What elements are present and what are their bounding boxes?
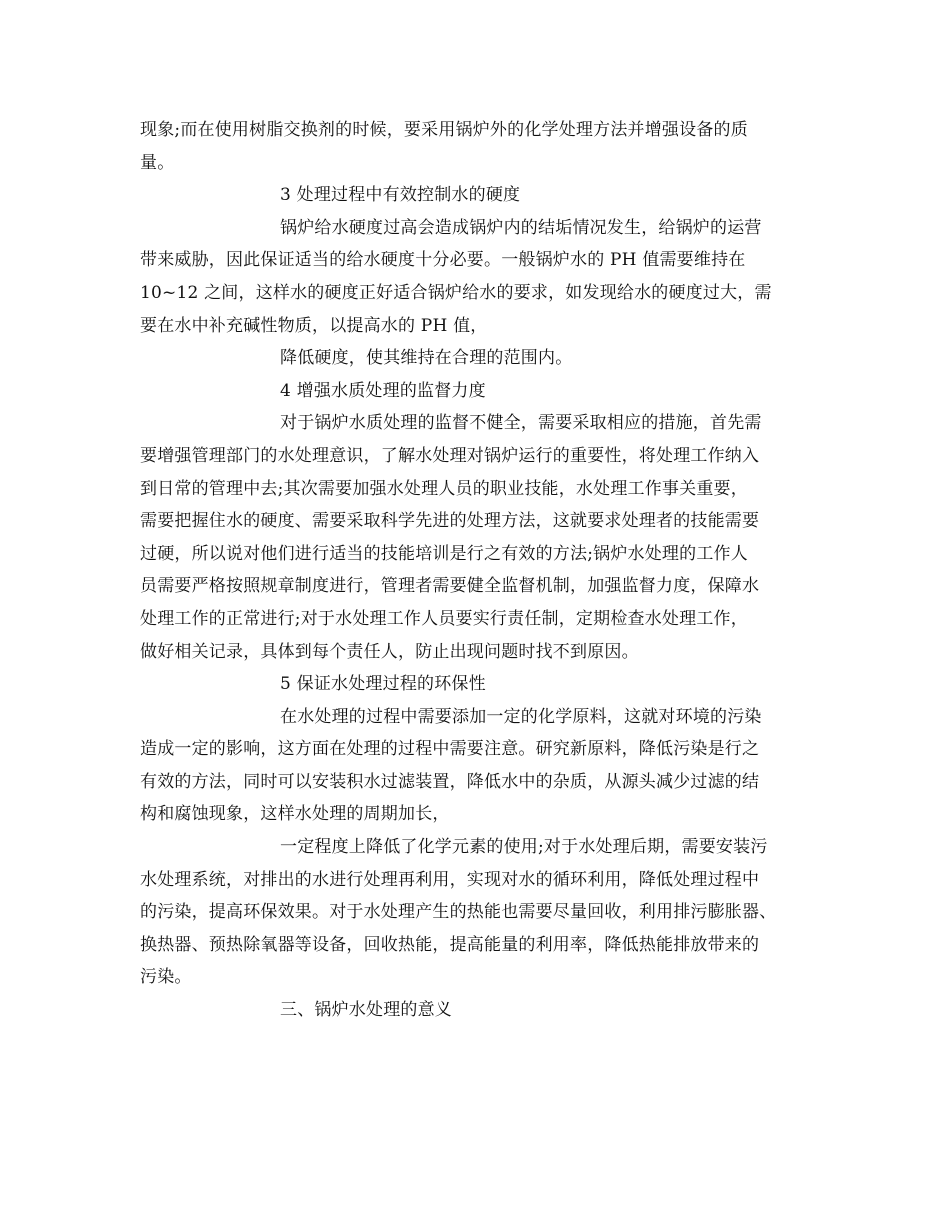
paragraph-line: 对于锅炉水质处理的监督不健全，需要采取相应的措施，首先需 (280, 413, 762, 434)
paragraph-line: 需要把握住水的硬度、需要采取科学先进的处理方法，这就要求处理者的技能需要 (140, 511, 760, 532)
section-heading: 5 保证水处理过程的环保性 (280, 674, 486, 695)
paragraph-line: 要在水中补充碱性物质，以提高水的 PH 值， (140, 315, 488, 336)
paragraph-line: 现象;而在使用树脂交换剂的时候，要采用锅炉外的化学处理方法并增强设备的质 (140, 120, 748, 140)
paragraph-line: 造成一定的影响，这方面在处理的过程中需要注意。研究新原料，降低污染是行之 (140, 739, 760, 760)
paragraph-line: 10~12 之间，这样水的硬度正好适合锅炉给水的要求，如发现给水的硬度过大，需 (140, 282, 772, 303)
section-heading: 三、锅炉水处理的意义 (280, 1000, 452, 1021)
paragraph-line: 要增强管理部门的水处理意识，了解水处理对锅炉运行的重要性，将处理工作纳入 (140, 445, 760, 466)
paragraph-line: 处理工作的正常进行;对于水处理工作人员要实行责任制，定期检查水处理工作， (140, 608, 748, 629)
paragraph-line: 员需要严格按照规章制度进行，管理者需要健全监督机制，加强监督力度，保障水 (140, 576, 760, 597)
section-heading: 3 处理过程中有效控制水的硬度 (280, 185, 521, 206)
paragraph-line: 污染。 (140, 967, 192, 988)
section-heading: 4 增强水质处理的监督力度 (280, 380, 486, 401)
paragraph-line: 有效的方法，同时可以安装积水过滤装置，降低水中的杂质，从源头减少过滤的结 (140, 771, 760, 792)
paragraph-line: 量。 (140, 152, 175, 173)
paragraph-line: 的污染，提高环保效果。对于水处理产生的热能也需要尽量回收，利用排污膨胀器、 (140, 902, 777, 923)
paragraph-line: 到日常的管理中去;其次需要加强水处理人员的职业技能，水处理工作事关重要， (140, 478, 748, 499)
paragraph-line: 带来威胁，因此保证适当的给水硬度十分必要。一般锅炉水的 PH 值需要维持在 (140, 250, 746, 271)
paragraph-line: 构和腐蚀现象，这样水处理的周期加长， (140, 804, 450, 825)
document-page (140, 114, 820, 1027)
paragraph-line: 做好相关记录，具体到每个责任人，防止出现问题时找不到原因。 (140, 641, 639, 662)
paragraph-line: 锅炉给水硬度过高会造成锅炉内的结垢情况发生，给锅炉的运营 (280, 217, 762, 238)
paragraph-line: 一定程度上降低了化学元素的使用;对于水处理后期，需要安装污 (280, 837, 768, 858)
paragraph-line: 水处理系统，对排出的水进行处理再利用，实现对水的循环利用，降低处理过程中 (140, 869, 760, 890)
paragraph-line: 在水处理的过程中需要添加一定的化学原料，这就对环境的污染 (280, 706, 762, 727)
paragraph-line: 过硬，所以说对他们进行适当的技能培训是行之有效的方法;锅炉水处理的工作人 (140, 543, 748, 564)
paragraph-line: 换热器、预热除氧器等设备，回收热能，提高能量的利用率，降低热能排放带来的 (140, 934, 760, 955)
paragraph-line: 降低硬度，使其维持在合理的范围内。 (280, 348, 573, 369)
